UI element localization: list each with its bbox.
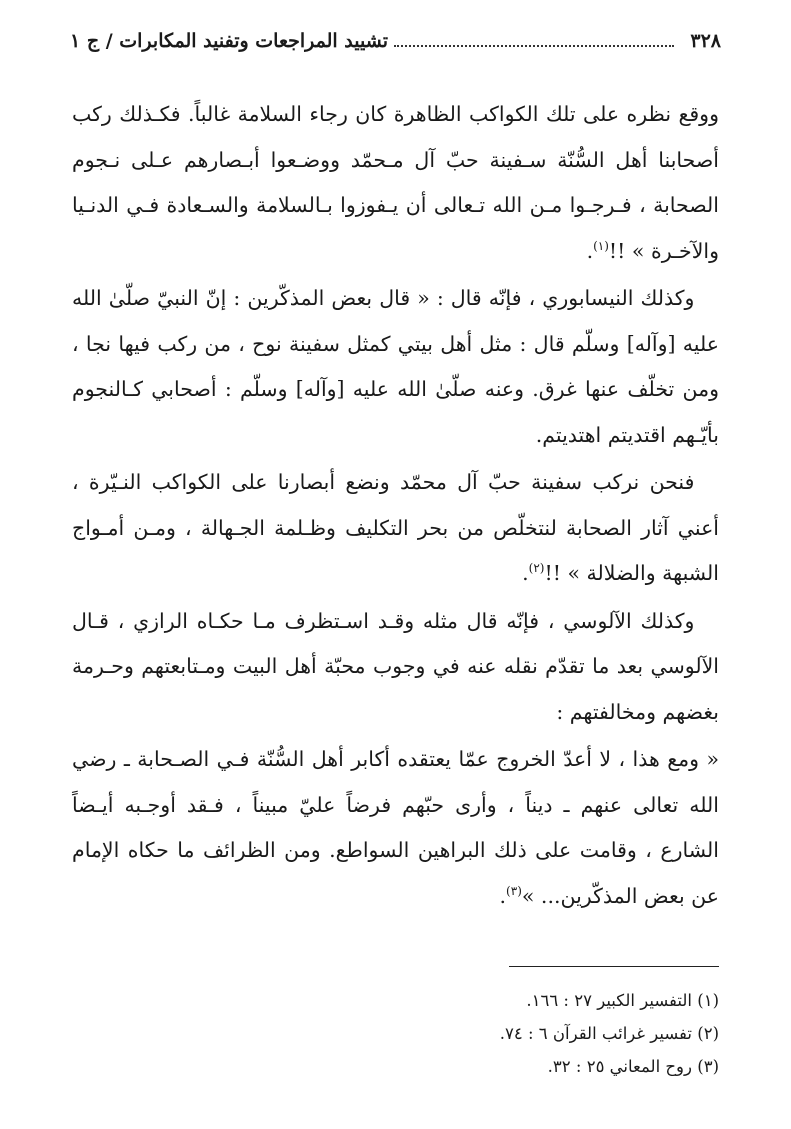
paragraph-text: فنحن نركب سفينة حبّ آل محمّد ونضع أبصارنا على الكواكب النـيّرة ، أعني آثار الصحابة لنتخلّص من بحر التكليف وظـلمة الجـهالة ، ومـن أمـواج الشبهة والضلالة » !! [72,470,719,585]
header-dot-leader [394,44,674,47]
body-text [72,92,719,921]
paragraph-3 [72,460,719,597]
footnote-separator [509,966,719,967]
paragraph-2 [72,276,719,458]
footnote-marker: (٣) [506,883,522,898]
paragraph-tail: . [586,238,594,263]
running-title: تشييد المراجعات وتفنيد المكابرات / ج ١ [70,30,388,52]
page-header [70,30,721,62]
paragraph-text: وكذلك الآلوسي ، فإنّه قال مثله وقـد اسـتظرف مـا حكـاه الرازي ، قـال الآلوسي بعد ما تقدّم نقله عنه في وجوب محبّة أهل البيت ومـتابعتهم وحـرمة بغضهم ومخالفتهم : [72,608,719,724]
paragraph-text: « ومع هذا ، لا أعدّ الخروج عمّا يعتقده أكابر أهل السُّنّة فـي الصـحابة ـ رضي الله تعالى عنهم ـ ديناً ، وأرى حبّهم فرضاً عليّ مبيناً ، فـقد أوجـبه أيـضاً الشارع ، وقامت على ذلك البراهين السواطع. ومن الظرائف ما حكاه الإمام عن بعض المذكّرين... » [72,747,719,908]
page-number: ٣٢٨ [690,30,721,52]
footnote-marker: (١) [593,238,609,253]
paragraph-text: ووقع نظره على تلك الكواكب الظاهرة كان رجاء السلامة غالباً. فكـذلك ركب أصحابنا أهل السُّنّة سـفينة حبّ آل مـحمّد ووضـعوا أبـصارهم عـلى نـجوم الصحابة ، فـرجـوا مـن الله تـعالى أن يـفوزوا بـالسلامة والسـعادة فـي الدنـيا والآخـرة » !! [72,102,719,263]
paragraph-tail: . [499,883,507,908]
footnote-2: (٢) تفسير غرائب القرآن ٦ : ٧٤. [499,1024,719,1043]
footnote-3: (٣) روح المعاني ٢٥ : ٣٢. [547,1057,719,1076]
paragraph-4 [72,599,719,736]
paragraph-5 [72,737,719,919]
footnote-1: (١) التفسير الكبير ٢٧ : ١٦٦. [526,991,719,1010]
footnotes [72,984,719,1083]
paragraph-tail: . [522,561,529,585]
paragraph-text: وكذلك النيسابوري ، فإنّه قال : « قال بعض المذكّرين : إنّ النبيّ صلّىٰ الله عليه [وآله] وسلّم قال : مثل أهل بيتي كمثل سفينة نوح ، من ركب فيها نجا ، ومن تخلّف عنها غرق. وعنه صلّىٰ الله عليه [وآله] وسلّم : أصحابي كـالنجوم بأيّـهم اقتديتم اهتديتم. [72,286,719,447]
paragraph-1 [72,92,719,274]
footnote-marker: (٢) [528,561,545,576]
